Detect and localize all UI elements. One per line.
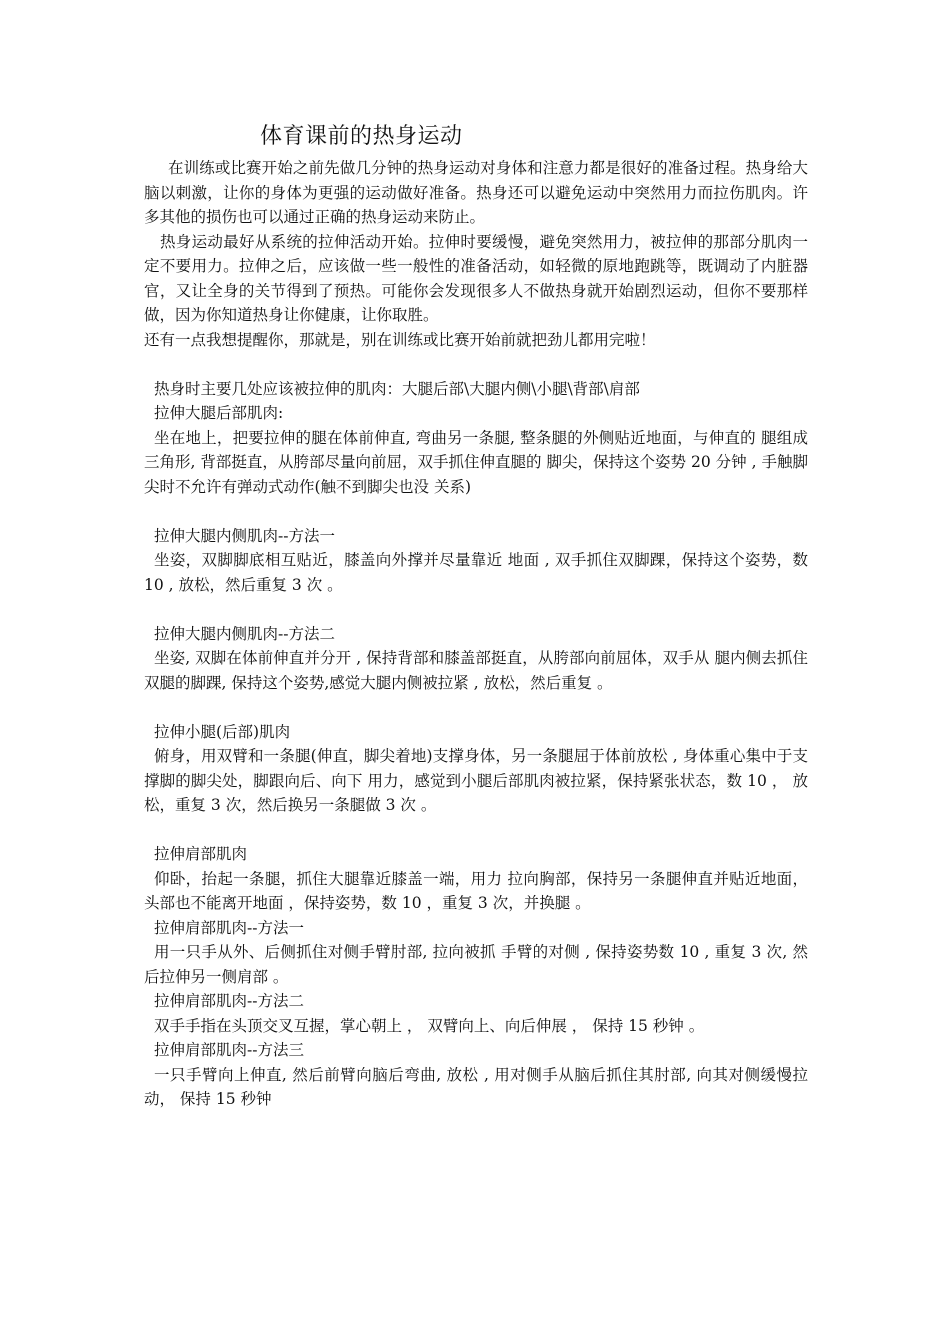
intro-paragraph: 在训练或比赛开始之前先做几分钟的热身运动对身体和注意力都是很好的准备过程。热身给大脑以刺激，让你的身体为更强的运动做好准备。热身还可以避免运动中突然用力而拉伤肌肉。许多其他的损伤也可以通过正确的热身运动来防止。	[144, 159, 808, 226]
instruction-paragraph: 用一只手从外、后侧抓住对侧手臂肘部, 拉向被抓 手臂的对侧 , 保持姿势数 10 , 重复 3 次, 然后拉伸另一侧肩部 。	[144, 943, 808, 986]
document-body	[144, 122, 808, 1112]
instruction-paragraph: 坐姿，双脚脚底相互贴近，膝盖向外撑并尽量靠近 地面 , 双手抓住双脚踝，保持这个姿势，数 10 , 放松，然后重复 3 次 。	[144, 551, 808, 594]
spacer	[144, 352, 808, 377]
spacer	[144, 818, 808, 843]
spacer	[144, 597, 808, 622]
section-heading: 拉伸小腿(后部)肌肉	[154, 722, 291, 741]
reminder-paragraph: 还有一点我想提醒你，那就是，别在训练或比赛开始前就把劲儿都用完啦！	[144, 330, 656, 349]
section-heading: 拉伸大腿内侧肌肉--方法一	[154, 526, 335, 545]
instruction-paragraph: 一只手臂向上伸直, 然后前臂向脑后弯曲, 放松 , 用对侧手从脑后抓住其肘部, 向其对侧缓慢拉动， 保持 15 秒钟	[144, 1065, 808, 1108]
instruction-paragraph: 俯身，用双臂和一条腿(伸直，脚尖着地)支撑身体，另一条腿屈于体前放松 , 身体重心集中于支撑脚的脚尖处，脚跟向后、向下 用力，感觉到小腿后部肌肉被拉紧，保持紧张状态，数 10 ， 放松，重复 3 次，然后换另一条腿做 3 次 。	[144, 747, 808, 814]
section-heading: 拉伸肩部肌肉--方法三	[154, 1041, 304, 1059]
instruction-paragraph: 坐姿, 双脚在体前伸直并分开 , 保持背部和膝盖部挺直，从胯部向前屈体，双手从 腿内侧去抓住双腿的脚踝, 保持这个姿势,感觉大腿内侧被拉紧 , 放松，然后重复 。	[144, 649, 808, 692]
spacer	[144, 499, 808, 524]
spacer	[144, 695, 808, 720]
instruction-paragraph: 仰卧，抬起一条腿，抓住大腿靠近膝盖一端，用力 拉向胸部，保持另一条腿伸直并贴近地面，头部也不能离开地面 ，保持姿势，数 10 ，重复 3 次，并换腿 。	[144, 869, 808, 912]
stretching-paragraph: 热身运动最好从系统的拉伸活动开始。拉伸时要缓慢，避免突然用力，被拉伸的那部分肌肉一定不要用力。拉伸之后，应该做一些一般性的准备活动，如轻微的原地跑跳等，既调动了内脏器官，又让全身的关节得到了预热。可能你会发现很多人不做热身就开始剧烈运动，但你不要那样做，因为你知道热身让你健康，让你取胜。	[144, 232, 808, 324]
section-heading: 拉伸肩部肌肉	[154, 845, 248, 863]
muscle-list-heading: 热身时主要几处应该被拉伸的肌肉：大腿后部\大腿内侧\小腿\背部\肩部	[154, 379, 640, 398]
section-heading: 拉伸肩部肌肉--方法一	[154, 918, 304, 937]
instruction-paragraph: 双手手指在头顶交叉互握，掌心朝上 ， 双臂向上、向后伸展 ， 保持 15 秒钟 。	[154, 1016, 705, 1035]
section-heading: 拉伸大腿后部肌肉:	[154, 404, 284, 422]
section-heading: 拉伸大腿内侧肌肉--方法二	[154, 624, 335, 643]
section-heading: 拉伸肩部肌肉--方法二	[154, 992, 304, 1010]
instruction-paragraph: 坐在地上，把要拉伸的腿在体前伸直, 弯曲另一条腿, 整条腿的外侧贴近地面，与伸直的 腿组成三角形, 背部挺直，从胯部尽量向前屈，双手抓住伸直腿的 脚尖，保持这个姿势 20 分钟 , 手触脚尖时不允许有弹动式动作(触不到脚尖也没 关系)	[144, 428, 808, 496]
document-title: 体育课前的热身运动	[260, 124, 463, 149]
